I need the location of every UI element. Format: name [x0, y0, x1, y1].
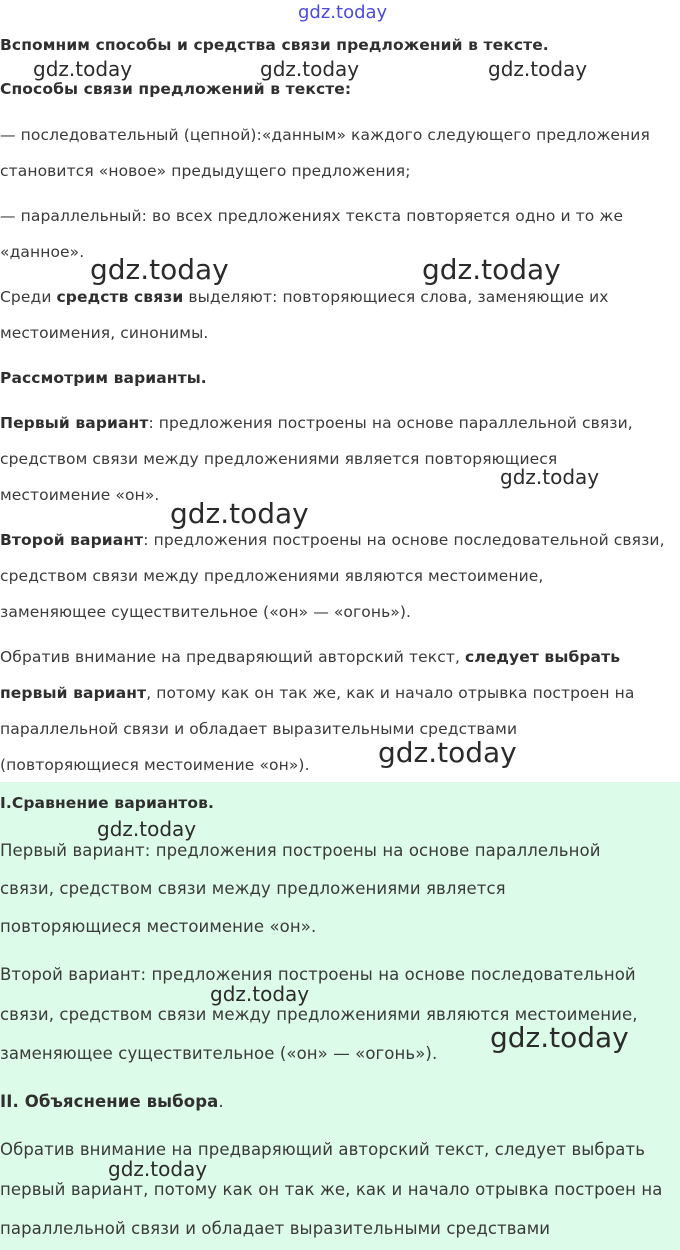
conclusion-line-1: Обратив внимание на предваряющий авторский текст, следует выбрать — [0, 648, 621, 666]
watermark: gdz.today — [378, 736, 517, 769]
means-line-1: Среди средств связи выделяют: повторяющиеся слова, заменяющие их — [0, 288, 609, 306]
watermark: gdz.today — [488, 57, 588, 81]
watermark: gdz.today — [108, 1157, 208, 1181]
watermark: gdz.today — [33, 57, 133, 81]
section-comparison-title: I.Сравнение вариантов. — [0, 794, 215, 812]
comparison-first-line-2: связи, средством связи между предложениями является — [0, 879, 506, 898]
comparison-first-line-1: Первый вариант: предложения построены на основе параллельной — [0, 841, 601, 860]
explanation-line-3: параллельной связи и обладает выразительными средствами — [0, 1219, 551, 1238]
conclusion-line-2: первый вариант, потому как он так же, как и начало отрывка построен на — [0, 684, 635, 702]
second-variant-line-1: Второй вариант: предложения построены на основе последовательной связи, — [0, 531, 665, 549]
watermark: gdz.today — [490, 1021, 629, 1054]
comparison-second-line-2: связи, средством связи между предложениями являются местоимение, — [0, 1005, 638, 1024]
means-line-2: местоимения, синонимы. — [0, 324, 209, 342]
first-variant-line-1: Первый вариант: предложения построены на основе параллельной связи, — [0, 414, 633, 432]
watermark: gdz.today — [260, 57, 360, 81]
section-explanation-title: II. Объяснение выбора. — [0, 1092, 224, 1111]
second-variant-line-3: заменяющее существительное («он» — «огонь»). — [0, 603, 412, 621]
watermark-top: gdz.today — [298, 2, 388, 23]
watermark: gdz.today — [422, 253, 561, 286]
watermark: gdz.today — [97, 817, 197, 841]
watermark: gdz.today — [500, 465, 600, 489]
explanation-line-2: первый вариант, потому как он так же, как и начало отрывка построен на — [0, 1180, 663, 1199]
first-variant-line-2: средством связи между предложениями является повторяющиеся — [0, 450, 558, 468]
second-variant-line-2: средством связи между предложениями являются местоимение, — [0, 567, 544, 585]
conclusion-line-3: параллельной связи и обладает выразительными средствами — [0, 720, 518, 738]
comparison-second-line-3: заменяющее существительное («он» — «огонь»). — [0, 1044, 438, 1063]
watermark: gdz.today — [170, 497, 309, 530]
comparison-first-line-3: повторяющиеся местоимение «он». — [0, 917, 317, 936]
sequential-line-1: — последовательный (цепной):«данным» каждого следующего предложения — [0, 126, 650, 144]
comparison-second-line-1: Второй вариант: предложения построены на основе последовательной — [0, 965, 636, 984]
consider-heading: Рассмотрим варианты. — [0, 369, 207, 387]
conclusion-line-4: (повторяющиеся местоимение «он»). — [0, 756, 310, 774]
recall-heading: Вспомним способы и средства связи предложений в тексте. — [0, 36, 549, 54]
watermark: gdz.today — [90, 253, 229, 286]
watermark: gdz.today — [210, 982, 310, 1006]
sequential-line-2: становится «новое» предыдущего предложения; — [0, 162, 411, 180]
first-variant-line-3: местоимение «он». — [0, 486, 160, 504]
explanation-line-1: Обратив внимание на предваряющий авторский текст, следует выбрать — [0, 1140, 646, 1159]
methods-heading: Способы связи предложений в тексте: — [0, 80, 352, 98]
parallel-line-1: — параллельный: во всех предложениях текста повторяется одно и то же — [0, 207, 624, 225]
parallel-line-2: «данное». — [0, 243, 85, 261]
